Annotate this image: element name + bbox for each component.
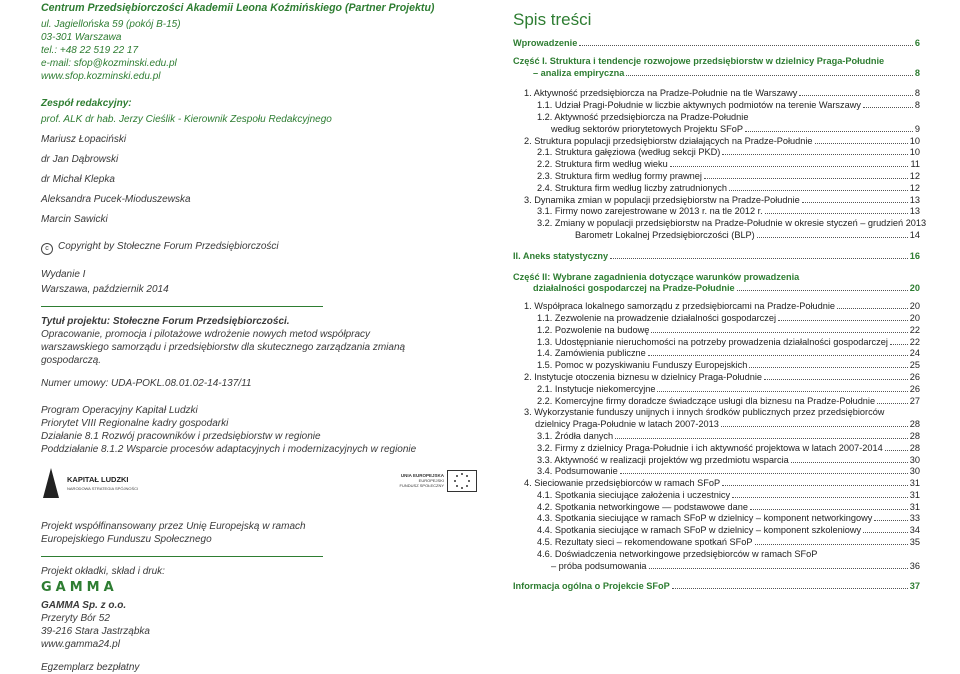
divider — [41, 556, 323, 557]
kapital-ludzki-logo — [43, 468, 163, 502]
leader-dots — [764, 379, 908, 380]
toc-entry[interactable] — [513, 513, 920, 525]
toc-entry-label: Barometr Lokalnej Przedsiębiorczości (BLP) — [575, 229, 755, 240]
toc-page-number: 35 — [909, 537, 920, 548]
funding-note: Projekt współfinansowany przez Unię Europejską w ramach Europejskiego Funduszu Społecznego — [41, 521, 306, 545]
leader-dots — [791, 462, 908, 463]
team-member: Aleksandra Pucek-Mioduszewska — [41, 194, 191, 205]
program-action: Działanie 8.1 Rozwój pracowników i przedsiębiorstw w regionie — [41, 431, 321, 442]
toc-entry-label: 2. Instytucje otoczenia biznesu w dzielnicy Praga-Południe — [524, 371, 762, 382]
leader-dots — [729, 190, 908, 191]
toc-entry-label: dzielnicy Praga-Południe w latach 2007-2013 — [535, 419, 719, 430]
toc-entry-label: II. Aneks statystyczny — [513, 250, 609, 261]
toc-entry-label: 4. Sieciowanie przedsiębiorców w ramach SFoP — [524, 478, 721, 489]
toc-entry-label: Wprowadzenie — [513, 38, 578, 48]
toc-page-number: 8 — [914, 88, 920, 99]
toc-page-number: 14 — [909, 229, 920, 240]
toc-entry-label: 1.3. Udostępnianie nieruchomości na potrzeby prowadzenia działalności gospodarczej — [537, 336, 888, 347]
print-label: Projekt okładki, skład i druk: — [41, 566, 165, 577]
free-copy-note: Egzemplarz bezpłatny — [41, 662, 140, 673]
toc-entry-label: 4.1. Spotkania sieciujące założenia i uczestnicy — [537, 489, 731, 500]
spacer — [513, 572, 920, 581]
toc-entry-label: 3.2. Firmy z dzielnicy Praga-Południe i ich aktywność projektowa w latach 2007-2014 — [537, 442, 883, 453]
kl-logo-title: KAPITAŁ LUDZKI — [67, 475, 129, 484]
toc-entry[interactable] — [513, 206, 920, 218]
toc-entry[interactable] — [513, 478, 920, 490]
toc-page-number: 31 — [909, 501, 920, 512]
toc-entry[interactable] — [513, 431, 920, 443]
toc-page-number: 24 — [909, 348, 920, 359]
toc-entry[interactable] — [513, 419, 920, 431]
toc-page-number: 8 — [914, 67, 920, 78]
publisher-website[interactable]: www.sfop.kozminski.edu.pl — [41, 71, 161, 82]
leader-dots — [750, 509, 908, 510]
leader-dots — [755, 544, 908, 545]
leader-dots — [765, 213, 908, 214]
leader-dots — [648, 355, 908, 356]
leader-dots — [737, 290, 908, 291]
toc-entry-label: 4.4. Spotkania sieciujące w ramach SFoP w dzielnicy – komponent szkoleniowy — [537, 525, 862, 536]
toc-entry-label: 4.6. Doświadczenia networkingowe przedsiębiorców w ramach SFoP — [537, 548, 818, 559]
edition-date: Warszawa, październik 2014 — [41, 284, 169, 295]
project-description: Opracowanie, promocja i pilotażowe wdrożenie nowych metod współpracy warszawskiego samorządu i przedsiębiorstw dla skutecznego zarządzania zmianą gospodarczą. — [41, 329, 406, 366]
toc-page-number: 11 — [910, 159, 920, 170]
toc-page-number: 22 — [909, 336, 920, 347]
toc-page-number: 31 — [909, 478, 920, 489]
spacer — [513, 79, 920, 88]
toc-entry-label: 1.2. Pozwolenie na budowę — [537, 324, 650, 335]
leader-dots — [885, 450, 908, 451]
toc-entry[interactable] — [513, 490, 920, 502]
toc-entry-label: 1. Aktywność przedsiębiorcza na Pradze-Południe na tle Warszawy — [524, 88, 798, 99]
toc-page-number: 26 — [909, 371, 920, 382]
toc-entry-label: Informacja ogólna o Projekcie SFoP — [513, 581, 670, 592]
toc-page-number: 20 — [909, 283, 920, 294]
publisher-name: Centrum Przedsiębiorczości Akademii Leona Koźmińskiego (Partner Projektu) — [41, 2, 435, 14]
toc-part2-list — [513, 301, 920, 572]
team-member: dr Jan Dąbrowski — [41, 154, 119, 165]
team-member: Mariusz Łopaciński — [41, 134, 127, 145]
gamma-logo: GAMMA — [41, 580, 118, 595]
toc-page-number: 22 — [909, 324, 920, 335]
toc-entry-label: według sektorów priorytetowych Projektu SFoP — [551, 123, 743, 134]
toc-entry-label: 3.1. Firmy nowo zarejestrowane w 2013 r. na tle 2012 r. — [537, 206, 763, 217]
toc-entry-label: 2.1. Instytucje niekomercyjne — [537, 383, 656, 394]
toc-entry[interactable] — [513, 337, 920, 349]
toc-entry[interactable] — [513, 525, 920, 537]
copyright-text: Copyright by Stołeczne Forum Przedsiębiorczości — [58, 241, 279, 252]
toc-page-number: 28 — [909, 419, 920, 430]
team-member: Marcin Sawicki — [41, 214, 108, 225]
toc-entry-annex[interactable] — [513, 251, 920, 263]
leader-dots — [579, 45, 913, 46]
edition-number: Wydanie I — [41, 269, 86, 280]
leader-dots — [863, 107, 913, 108]
toc-entry-label: 3.3. Aktywność w realizacji projektów wg przedmiotu wsparcia — [537, 454, 789, 465]
imprint-column — [41, 0, 471, 674]
toc-entry-label: 2. Struktura populacji przedsiębiorstw działających na Pradze-Południe — [524, 135, 813, 146]
toc-page-number: 28 — [909, 442, 920, 453]
leader-dots — [704, 178, 908, 179]
leader-dots — [877, 403, 908, 404]
toc-page-number: 13 — [909, 194, 920, 205]
contract-number: Numer umowy: UDA-POKL.08.01.02-14-137/11 — [41, 378, 252, 389]
spacer — [513, 263, 920, 272]
toc-entry-label: 1.5. Pomoc w pozyskiwaniu Funduszy Europejskich — [537, 360, 748, 371]
toc-page-number: 6 — [914, 38, 920, 48]
project-title: Tytuł projektu: Stołeczne Forum Przedsiębiorczości. — [41, 316, 290, 327]
toc-entry-label: 1.1. Zezwolenie na prowadzenie działalności gospodarczej — [537, 312, 777, 323]
leader-dots — [732, 497, 908, 498]
toc-entry[interactable] — [513, 549, 920, 561]
toc-entry[interactable] — [513, 124, 920, 136]
toc-page-number: 20 — [909, 312, 920, 323]
leader-dots — [749, 367, 907, 368]
leader-dots — [610, 258, 908, 259]
toc-page-number: 30 — [909, 466, 920, 477]
publisher-phone: tel.: +48 22 519 22 17 — [41, 45, 139, 56]
spacer — [513, 242, 920, 251]
leader-dots — [802, 202, 908, 203]
toc-page-number: 13 — [909, 206, 920, 217]
toc-page-number: 16 — [909, 250, 920, 261]
team-member: dr Michał Klepka — [41, 174, 115, 185]
toc-page-number: 10 — [909, 135, 920, 146]
leader-dots — [745, 131, 913, 132]
toc-entry[interactable] — [513, 443, 920, 455]
toc-entry-label: 3.1. Źródła danych — [537, 430, 614, 441]
leader-dots — [890, 344, 908, 345]
toc-entry[interactable] — [513, 136, 920, 148]
kl-logo-subtitle: NARODOWA STRATEGIA SPÓJNOŚCI — [67, 486, 139, 491]
toc-page-number: 34 — [909, 525, 920, 536]
toc-entry[interactable] — [513, 396, 920, 408]
leader-dots — [722, 154, 907, 155]
toc-entry-label: 2.3. Struktura firm według formy prawnej — [537, 170, 702, 181]
toc-page-number: 9 — [914, 123, 920, 134]
toc-entry-label: 2.2. Struktura firm według wieku — [537, 159, 668, 170]
toc-page-number: 12 — [909, 170, 920, 181]
toc-page-number: 31 — [909, 489, 920, 500]
toc-entry-label: 3.4. Podsumowanie — [537, 466, 618, 477]
leader-dots — [615, 438, 908, 439]
toc-entry[interactable] — [513, 455, 920, 467]
leader-dots — [799, 95, 913, 96]
toc-entry-label: 4.5. Rezultaty sieci – rekomendowane spotkań SFoP — [537, 537, 753, 548]
leader-dots — [670, 166, 909, 167]
leader-dots — [863, 532, 908, 533]
toc-page-number: 30 — [909, 454, 920, 465]
toc-entry[interactable] — [513, 537, 920, 549]
logos-strip — [41, 468, 471, 508]
toc-entry[interactable] — [513, 466, 920, 478]
leader-dots — [672, 588, 908, 589]
eu-logo-sub2: FUNDUSZ SPOŁECZNY — [399, 483, 444, 488]
toc-entry[interactable] — [513, 407, 920, 419]
leader-dots — [837, 308, 908, 309]
toc-entry[interactable] — [513, 384, 920, 396]
leader-dots — [651, 332, 907, 333]
toc-entry[interactable] — [513, 112, 920, 124]
toc-entry[interactable] — [513, 159, 920, 171]
toc-page-number: 27 — [909, 395, 920, 406]
program-name: Program Operacyjny Kapitał Ludzki — [41, 405, 198, 416]
toc-entry[interactable] — [513, 348, 920, 360]
toc-entry-label: 3. Wykorzystanie funduszy unijnych i innych środków publicznych przez przedsiębiorców — [524, 407, 885, 418]
toc-entry[interactable] — [513, 502, 920, 514]
toc-title: Spis treści — [513, 10, 592, 29]
toc-entry-label: 1.4. Zamówienia publiczne — [537, 348, 646, 359]
leader-dots — [620, 473, 908, 474]
toc-entry[interactable] — [513, 325, 920, 337]
table-of-contents — [513, 0, 927, 593]
toc-page-number: 25 — [909, 360, 920, 371]
copyright-icon: c — [41, 243, 53, 255]
leader-dots — [815, 143, 908, 144]
publisher-city: 03-301 Warszawa — [41, 32, 122, 43]
toc-page-number: 28 — [909, 430, 920, 441]
toc-page-number: 36 — [909, 560, 920, 571]
toc-entry-label: 3.2. Zmiany w populacji przedsiębiorstw na Pradze-Południe w okresie styczeń – grudzień 2013 — [537, 218, 927, 229]
copyright-line — [41, 241, 471, 255]
toc-entry-label: – próba podsumowania — [551, 560, 647, 571]
print-company: GAMMA Sp. z o.o. — [41, 600, 127, 611]
leader-dots — [657, 391, 907, 392]
print-address-city: 39-216 Stara Jastrząbka — [41, 626, 150, 637]
toc-entry-label: 2.4. Struktura firm według liczby zatrudnionych — [537, 182, 727, 193]
eu-logo-title: UNIA EUROPEJSKA — [400, 473, 444, 478]
eu-logo — [374, 470, 484, 500]
toc-entry[interactable] — [513, 561, 920, 573]
toc-page-number: 26 — [909, 383, 920, 394]
toc-entry-intro[interactable] — [513, 38, 920, 50]
toc-entry[interactable] — [513, 88, 920, 100]
toc-entry[interactable] — [513, 100, 920, 112]
toc-entry-label: 1.2. Aktywność przedsiębiorcza na Pradze-Południe — [537, 111, 749, 122]
toc-entry[interactable] — [513, 171, 920, 183]
toc-entry-label: 2.2. Komercyjne firmy doradcze świadczące usługi dla biznesu na Pradze-Południe — [537, 395, 876, 406]
team-title: Zespół redakcyjny: — [41, 98, 132, 109]
leader-dots — [874, 520, 907, 521]
toc-part1-heading-cont[interactable] — [513, 68, 920, 80]
leader-dots — [722, 485, 908, 486]
kl-triangle-icon — [43, 468, 59, 498]
toc-entry-label: 4.2. Spotkania networkingowe — podstawowe dane — [537, 501, 748, 512]
toc-page-number: 20 — [909, 301, 920, 312]
toc-entry-label: 4.3. Spotkania sieciujące w ramach SFoP w dzielnicy – komponent networkingowy — [537, 513, 873, 524]
toc-entry[interactable] — [513, 218, 927, 230]
toc-entry-label: działalności gospodarczej na Pradze-Południe — [533, 283, 735, 294]
toc-entry[interactable] — [513, 313, 920, 325]
toc-entry[interactable] — [513, 183, 920, 195]
toc-entry[interactable] — [513, 230, 920, 242]
toc-entry-label: 3. Dynamika zmian w populacji przedsiębiorstw na Pradze-Południe — [524, 194, 800, 205]
publisher-email[interactable]: e-mail: sfop@kozminski.edu.pl — [41, 58, 177, 69]
toc-page-number: 12 — [909, 182, 920, 193]
toc-page-number: 10 — [909, 147, 920, 158]
toc-entry[interactable] — [513, 195, 920, 207]
program-priority: Priorytet VIII Regionalne kadry gospodarki — [41, 418, 229, 429]
program-subaction: Poddziałanie 8.1.2 Wsparcie procesów adaptacyjnych i modernizacyjnych w regionie — [41, 444, 417, 455]
print-website[interactable]: www.gamma24.pl — [41, 639, 120, 650]
leader-dots — [757, 237, 908, 238]
toc-part2-heading[interactable]: Część II: Wybrane zagadnienia dotyczące warunków prowadzenia — [513, 271, 800, 282]
eu-logo-text — [374, 473, 444, 488]
toc-page-number: 8 — [914, 100, 920, 111]
leader-dots — [649, 568, 908, 569]
eu-flag-icon — [447, 470, 477, 492]
leader-dots — [626, 75, 912, 76]
leader-dots — [721, 426, 908, 427]
toc-page-number: 37 — [909, 581, 920, 592]
divider — [41, 306, 323, 307]
toc-entry[interactable] — [513, 301, 920, 313]
toc-entry-label: 2.1. Struktura gałęziowa (według sekcji PKD) — [537, 147, 721, 158]
toc-entry-label: – analiza empiryczna — [533, 67, 625, 78]
team-lead: prof. ALK dr hab. Jerzy Cieślik - Kierownik Zespołu Redakcyjnego — [41, 114, 332, 125]
toc-entry-label: 1.1. Udział Pragi-Południe w liczbie aktywnych podmiotów na terenie Warszawy — [537, 100, 861, 111]
toc-entry-label: 1. Współpraca lokalnego samorządu z przedsiębiorcami na Pradze-Południe — [524, 301, 836, 312]
toc-page-number: 33 — [909, 513, 920, 524]
eu-logo-sub1: EUROPEJSKI — [418, 478, 444, 483]
toc-entry[interactable] — [513, 360, 920, 372]
toc-part1-list — [513, 88, 927, 241]
print-address-street: Przeryty Bór 52 — [41, 613, 110, 624]
toc-part1-heading[interactable]: Część I. Struktura i tendencje rozwojowe przedsiębiorstw w dzielnicy Praga-Południe — [513, 55, 885, 66]
toc-entry[interactable] — [513, 147, 920, 159]
toc-entry[interactable] — [513, 372, 920, 384]
publisher-address: ul. Jagiellońska 59 (pokój B-15) — [41, 19, 181, 30]
toc-entry-info[interactable] — [513, 581, 920, 593]
leader-dots — [778, 320, 908, 321]
toc-part2-heading-cont[interactable] — [513, 283, 920, 295]
